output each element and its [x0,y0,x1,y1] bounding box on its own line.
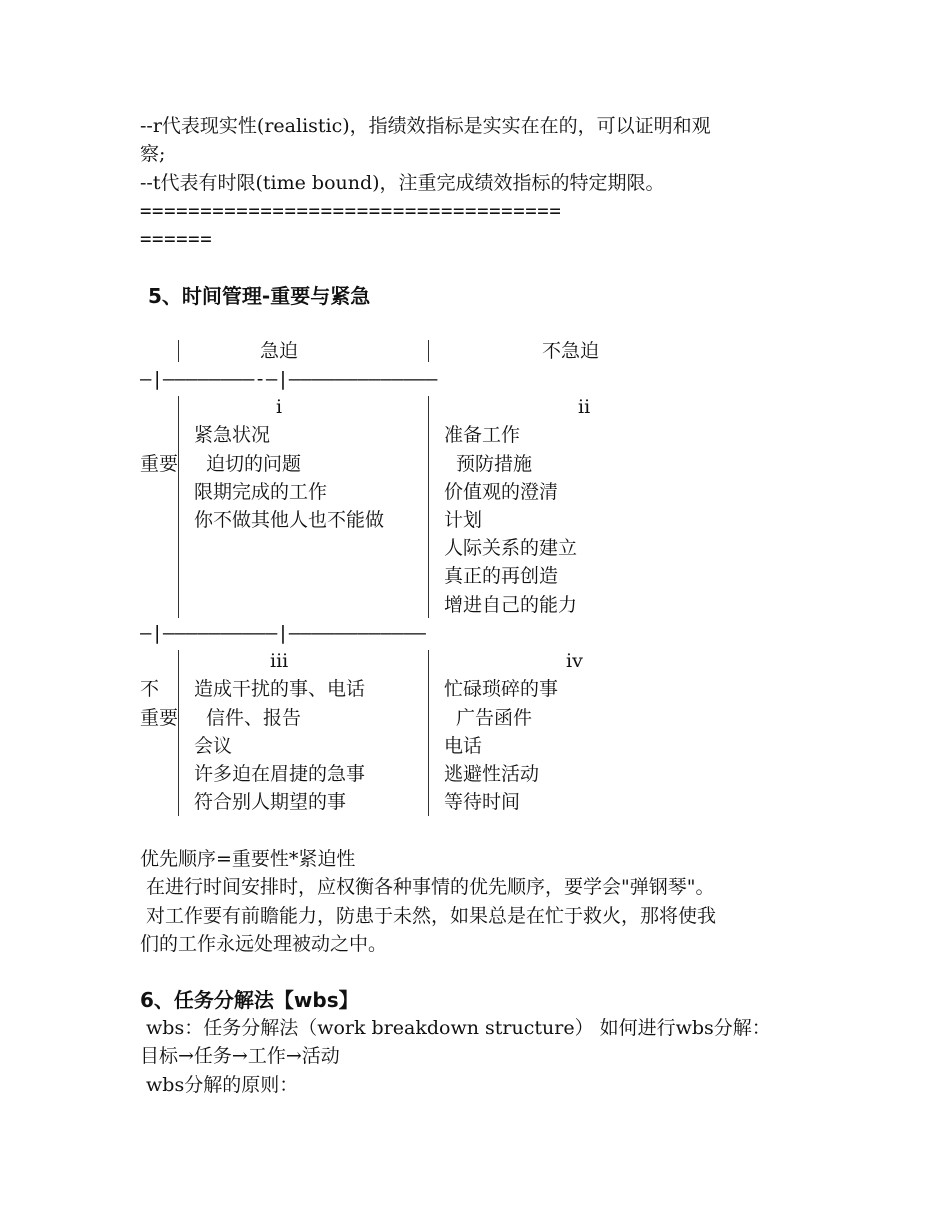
table-divider [428,340,429,362]
table-divider [428,396,429,618]
paragraph: 们的工作永远处理被动之中。 [140,933,388,955]
list-item: 你不做其他人也不能做 [194,509,385,531]
list-item: 会议 [194,735,233,757]
list-item: 广告函件 [456,707,533,729]
quadrant-label: i [276,396,283,418]
separator-line: =================================== [140,200,562,222]
list-item: 忙碌琐碎的事 [444,678,559,700]
table-divider [178,396,179,618]
list-item: 紧急状况 [194,424,271,446]
table-divider [178,340,179,362]
list-item: 人际关系的建立 [444,537,578,559]
text-line: wbs：任务分解法（work breakdown structure） 如何进行wbs分解： [140,1017,771,1039]
separator-line: ====== [140,228,213,250]
section-heading: 5、时间管理-重要与紧急 [148,284,371,308]
list-item: 迫切的问题 [206,453,302,475]
text-line: 察; [140,143,166,165]
quadrant-label: ii [578,396,591,418]
list-item: 计划 [444,509,483,531]
row-header-important: 重要 [140,707,179,729]
quadrant-label: iii [270,650,289,672]
list-item: 准备工作 [444,424,521,446]
list-item: 符合别人期望的事 [194,791,347,813]
table-divider [178,650,179,816]
paragraph: 在进行时间安排时，应权衡各种事情的优先顺序，要学会"弹钢琴"。 [140,876,715,898]
list-item: 电话 [444,735,483,757]
section-heading: 6、任务分解法【wbs】 [140,988,359,1012]
list-item: 等待时间 [444,791,521,813]
list-item: 价值观的澄清 [444,481,559,503]
text-line: --r代表现实性(realistic)，指绩效指标是实实在在的，可以证明和观 [140,115,711,137]
paragraph: 对工作要有前瞻能力，防患于未然，如果总是在忙于救火，那将使我 [140,905,717,927]
row-header-important: 重要 [140,453,179,475]
table-rule: —|——————————|———————————— [140,622,426,644]
list-item: 许多迫在眉捷的急事 [194,763,366,785]
column-header-not-urgent: 不急迫 [542,340,600,362]
list-item: 信件、报告 [206,707,302,729]
list-item: 增进自己的能力 [444,594,578,616]
table-divider [428,650,429,816]
list-item: 预防措施 [456,453,533,475]
text-line: --t代表有时限(time bound)，注重完成绩效指标的特定期限。 [140,172,665,194]
priority-formula: 优先顺序=重要性*紧迫性 [140,848,356,870]
list-item: 造成干扰的事、电话 [194,678,366,700]
list-item: 限期完成的工作 [194,481,328,503]
list-item: 逃避性活动 [444,763,540,785]
list-item: 真正的再创造 [444,565,559,587]
row-header-not: 不 [140,678,160,700]
column-header-urgent: 急迫 [260,340,299,362]
text-line: 目标→任务→工作→活动 [140,1045,340,1067]
quadrant-label: iv [566,650,583,672]
table-rule: —|————————-—|————————————— [140,368,438,390]
text-line: wbs分解的原则： [140,1074,299,1096]
